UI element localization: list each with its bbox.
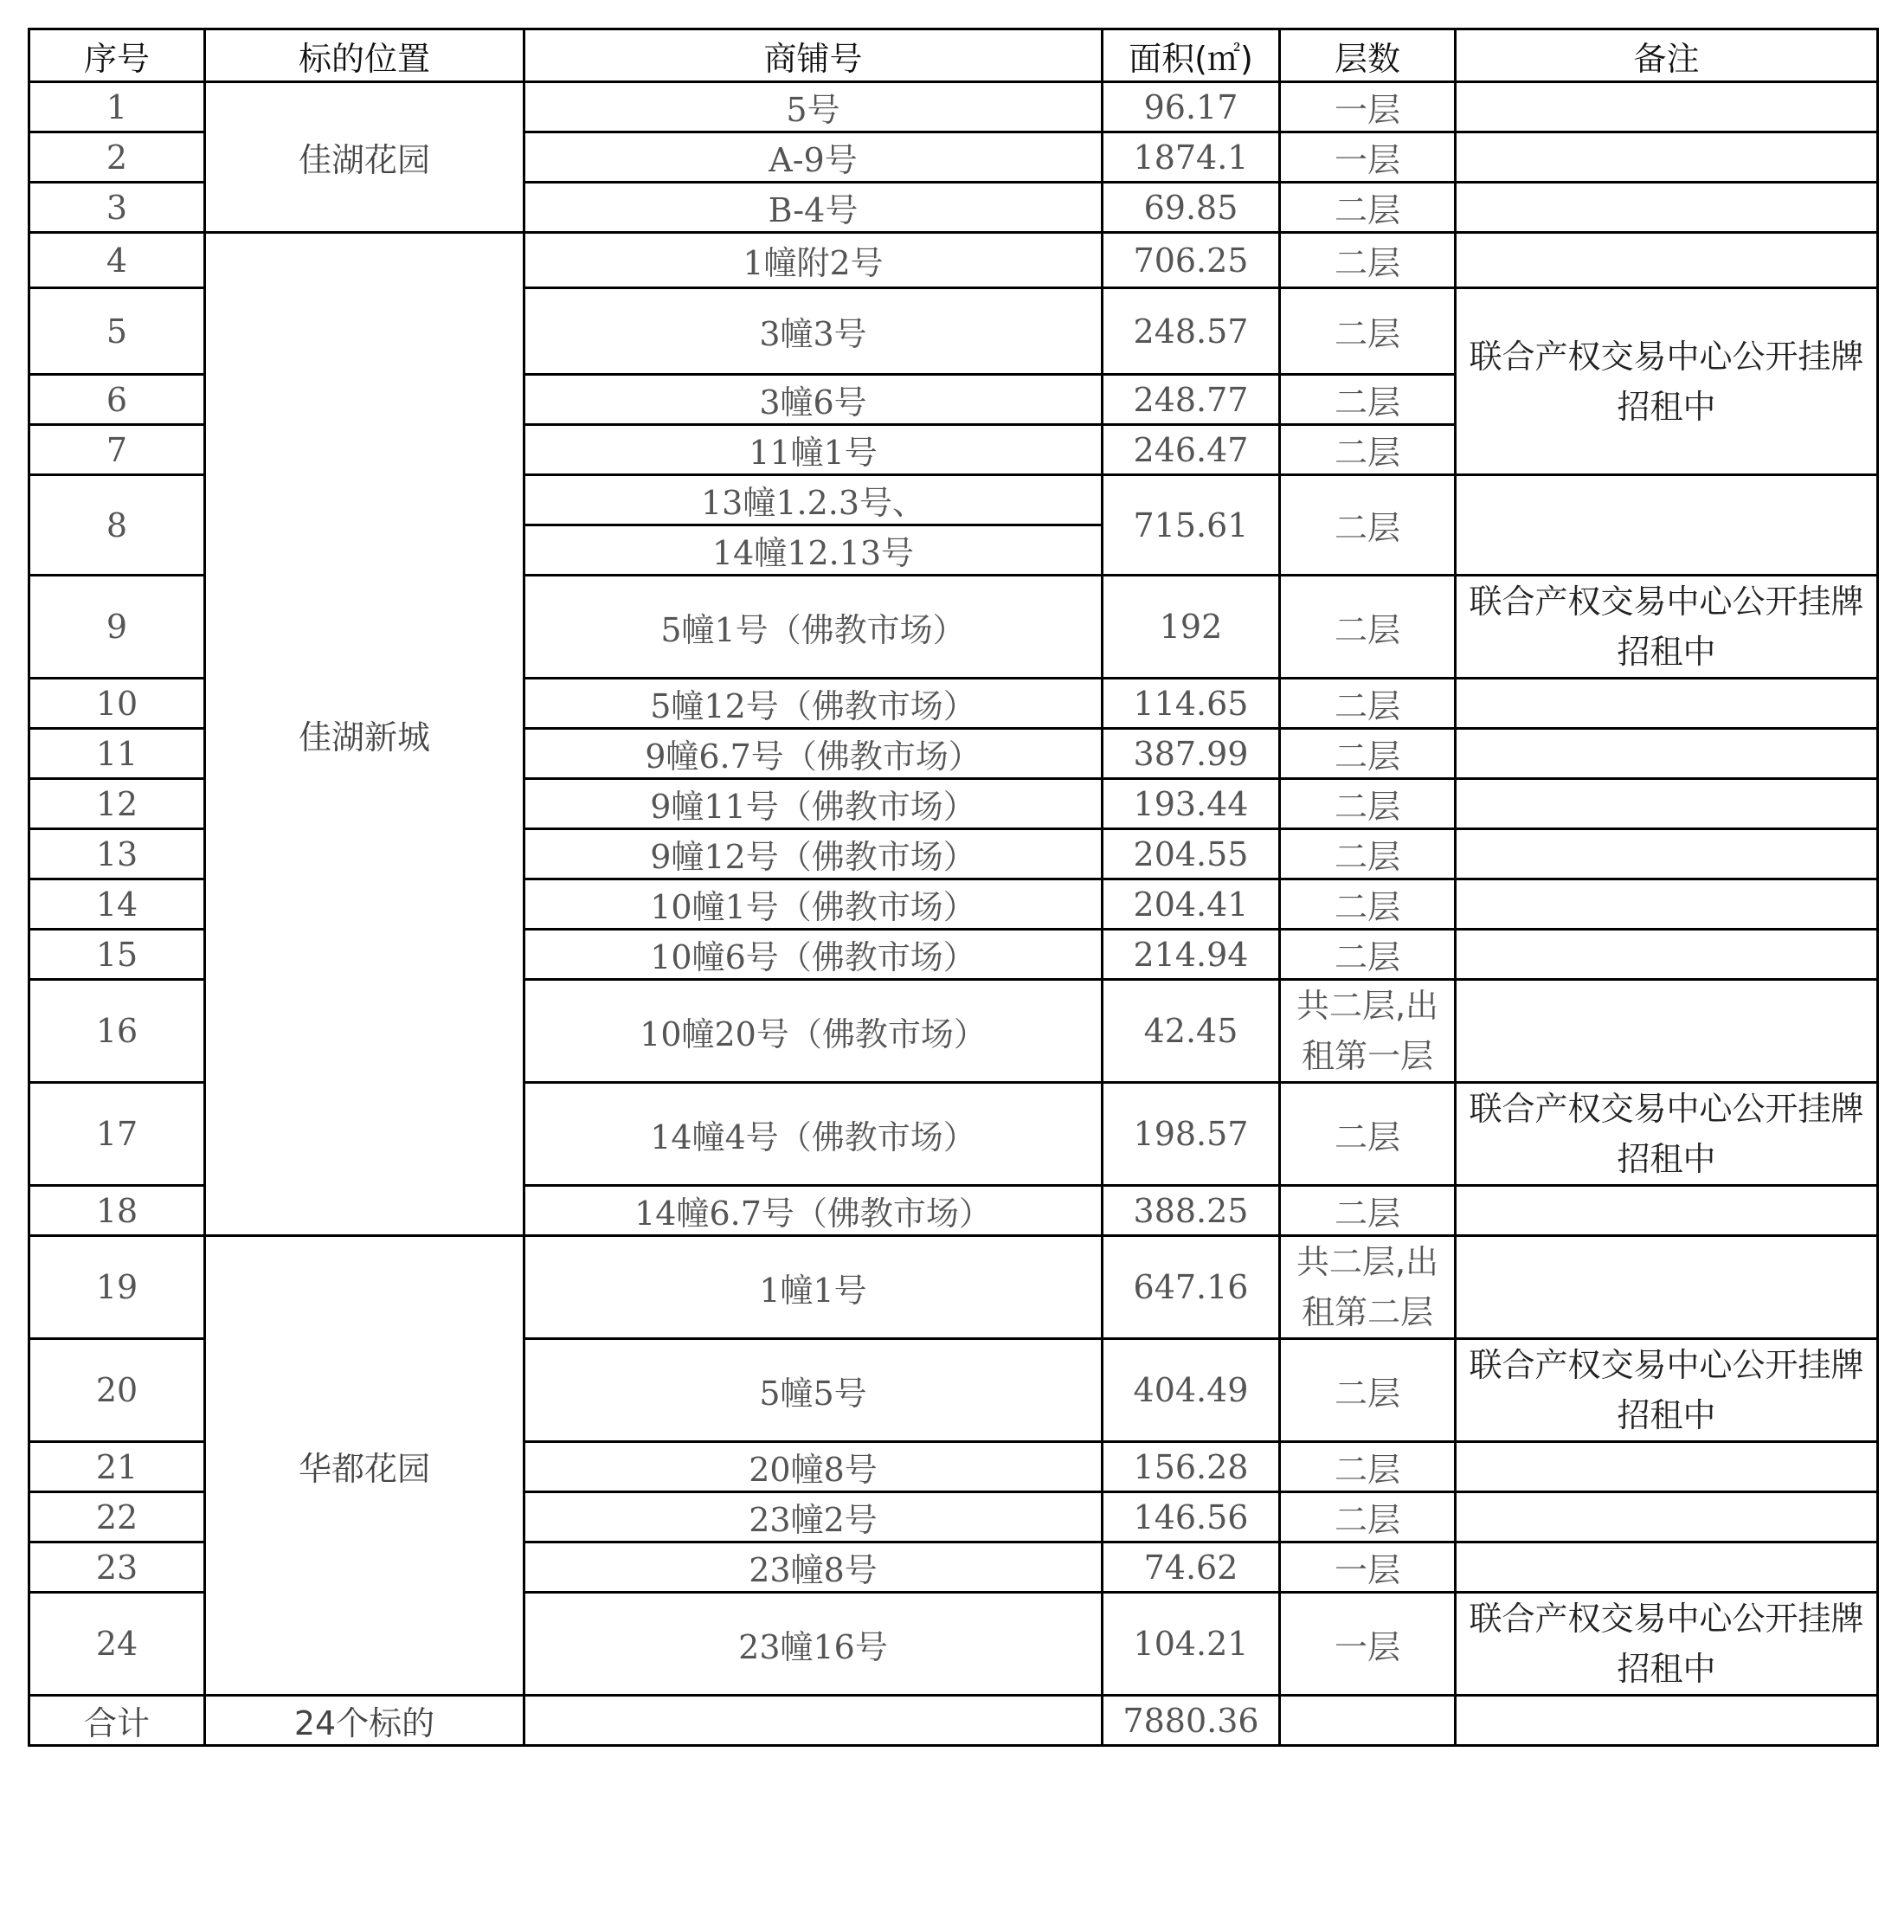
floor-cell: 二层 [1280,930,1456,980]
area-cell: 387.99 [1103,729,1280,779]
floor-cell: 二层 [1280,829,1456,879]
shop-cell: 10幢20号（佛教市场） [524,980,1103,1083]
shop-cell: 13幢1.2.3号、 [524,475,1103,525]
remark-cell [1456,233,1878,288]
floor-cell [1280,1696,1456,1746]
header-shop: 商铺号 [524,29,1103,82]
remark-cell [1456,829,1878,879]
remark-cell: 联合产权交易中心公开挂牌招租中 [1456,1339,1878,1442]
shop-cell: 1幢1号 [524,1236,1103,1339]
header-location: 标的位置 [205,29,524,82]
row-no: 13 [29,829,205,879]
area-cell: 42.45 [1103,980,1280,1083]
header-seq: 序号 [29,29,205,82]
area-cell: 74.62 [1103,1542,1280,1593]
area-cell: 192 [1103,576,1280,679]
shop-cell: 11幢1号 [524,425,1103,475]
floor-cell: 二层 [1280,1083,1456,1186]
area-cell: 156.28 [1103,1442,1280,1492]
area-cell: 114.65 [1103,679,1280,729]
remark-cell: 联合产权交易中心公开挂牌招租中 [1456,288,1878,475]
row-no: 23 [29,1542,205,1593]
location-cell: 佳湖花园 [205,82,524,233]
remark-cell [1456,1696,1878,1746]
shop-cell: 5幢1号（佛教市场） [524,576,1103,679]
row-no: 8 [29,475,205,576]
row-no: 9 [29,576,205,679]
row-no: 20 [29,1339,205,1442]
area-cell: 104.21 [1103,1593,1280,1696]
location-cell: 华都花园 [205,1236,524,1696]
shop-cell: 3幢6号 [524,375,1103,425]
shop-cell: 9幢11号（佛教市场） [524,779,1103,829]
row-no: 15 [29,930,205,980]
floor-cell: 一层 [1280,1542,1456,1593]
floor-cell: 二层 [1280,679,1456,729]
remark-cell [1456,930,1878,980]
remark-cell [1456,1542,1878,1593]
shop-cell: 10幢6号（佛教市场） [524,930,1103,980]
area-cell: 404.49 [1103,1339,1280,1442]
shop-cell: 10幢1号（佛教市场） [524,879,1103,930]
floor-cell: 二层 [1280,1442,1456,1492]
area-cell: 715.61 [1103,475,1280,576]
row-no: 12 [29,779,205,829]
row-no: 1 [29,82,205,132]
row-no: 22 [29,1492,205,1542]
total-label: 合计 [29,1696,205,1746]
remark-cell [1456,679,1878,729]
area-cell: 198.57 [1103,1083,1280,1186]
row-no: 4 [29,233,205,288]
table-header-row [29,29,1878,82]
floor-cell: 二层 [1280,576,1456,679]
row-no: 17 [29,1083,205,1186]
row-no: 16 [29,980,205,1083]
header-remark: 备注 [1456,29,1878,82]
row-no: 2 [29,132,205,183]
row-no: 19 [29,1236,205,1339]
remark-cell [1456,132,1878,183]
total-count: 24个标的 [205,1696,524,1746]
row-no: 7 [29,425,205,475]
header-area: 面积(㎡) [1103,29,1280,82]
shop-cell: 5幢5号 [524,1339,1103,1442]
floor-cell: 二层 [1280,1339,1456,1442]
floor-cell: 二层 [1280,475,1456,576]
floor-cell: 二层 [1280,1186,1456,1236]
row-no: 14 [29,879,205,930]
shop-cell: A-9号 [524,132,1103,183]
floor-cell: 二层 [1280,729,1456,779]
area-cell: 204.41 [1103,879,1280,930]
shop-cell: 5号 [524,82,1103,132]
remark-cell: 联合产权交易中心公开挂牌招租中 [1456,1593,1878,1696]
row-no: 10 [29,679,205,729]
shop-cell: B-4号 [524,183,1103,233]
floor-cell: 二层 [1280,779,1456,829]
shop-cell: 14幢6.7号（佛教市场） [524,1186,1103,1236]
shop-cell: 23幢8号 [524,1542,1103,1593]
shop-cell: 3幢3号 [524,288,1103,375]
shop-lease-table [28,28,1879,1747]
table-row [29,1236,1878,1339]
area-cell: 193.44 [1103,779,1280,829]
area-cell: 146.56 [1103,1492,1280,1542]
area-cell: 248.57 [1103,288,1280,375]
shop-cell [524,1696,1103,1746]
location-cell: 佳湖新城 [205,233,524,1236]
remark-cell: 联合产权交易中心公开挂牌招租中 [1456,576,1878,679]
floor-cell: 二层 [1280,233,1456,288]
remark-cell [1456,779,1878,829]
shop-cell: 23幢2号 [524,1492,1103,1542]
floor-cell: 二层 [1280,1492,1456,1542]
remark-cell [1456,82,1878,132]
remark-cell [1456,1492,1878,1542]
area-cell: 214.94 [1103,930,1280,980]
area-cell: 706.25 [1103,233,1280,288]
floor-cell: 二层 [1280,425,1456,475]
remark-cell [1456,1236,1878,1339]
area-cell: 388.25 [1103,1186,1280,1236]
shop-cell: 14幢12.13号 [524,525,1103,576]
area-cell: 96.17 [1103,82,1280,132]
floor-cell: 一层 [1280,1593,1456,1696]
table-row [29,82,1878,132]
remark-cell: 联合产权交易中心公开挂牌招租中 [1456,1083,1878,1186]
total-row [29,1696,1878,1746]
row-no: 5 [29,288,205,375]
shop-cell: 23幢16号 [524,1593,1103,1696]
area-cell: 204.55 [1103,829,1280,879]
floor-cell: 二层 [1280,288,1456,375]
total-area: 7880.36 [1103,1696,1280,1746]
remark-cell [1456,729,1878,779]
table-row [29,233,1878,288]
remark-cell [1456,183,1878,233]
shop-cell: 14幢4号（佛教市场） [524,1083,1103,1186]
row-no: 24 [29,1593,205,1696]
remark-cell [1456,1186,1878,1236]
shop-cell: 5幢12号（佛教市场） [524,679,1103,729]
remark-cell [1456,1442,1878,1492]
shop-cell: 9幢6.7号（佛教市场） [524,729,1103,779]
area-cell: 647.16 [1103,1236,1280,1339]
floor-cell: 二层 [1280,879,1456,930]
area-cell: 69.85 [1103,183,1280,233]
shop-cell: 1幢附2号 [524,233,1103,288]
floor-cell: 二层 [1280,183,1456,233]
shop-cell: 9幢12号（佛教市场） [524,829,1103,879]
area-cell: 248.77 [1103,375,1280,425]
row-no: 6 [29,375,205,425]
floor-cell: 一层 [1280,132,1456,183]
floor-cell: 一层 [1280,82,1456,132]
floor-cell: 共二层,出租第二层 [1280,1236,1456,1339]
row-no: 21 [29,1442,205,1492]
area-cell: 1874.1 [1103,132,1280,183]
floor-cell: 共二层,出租第一层 [1280,980,1456,1083]
remark-cell [1456,879,1878,930]
row-no: 11 [29,729,205,779]
row-no: 18 [29,1186,205,1236]
floor-cell: 二层 [1280,375,1456,425]
remark-cell [1456,475,1878,576]
shop-cell: 20幢8号 [524,1442,1103,1492]
row-no: 3 [29,183,205,233]
header-floors: 层数 [1280,29,1456,82]
area-cell: 246.47 [1103,425,1280,475]
remark-cell [1456,980,1878,1083]
